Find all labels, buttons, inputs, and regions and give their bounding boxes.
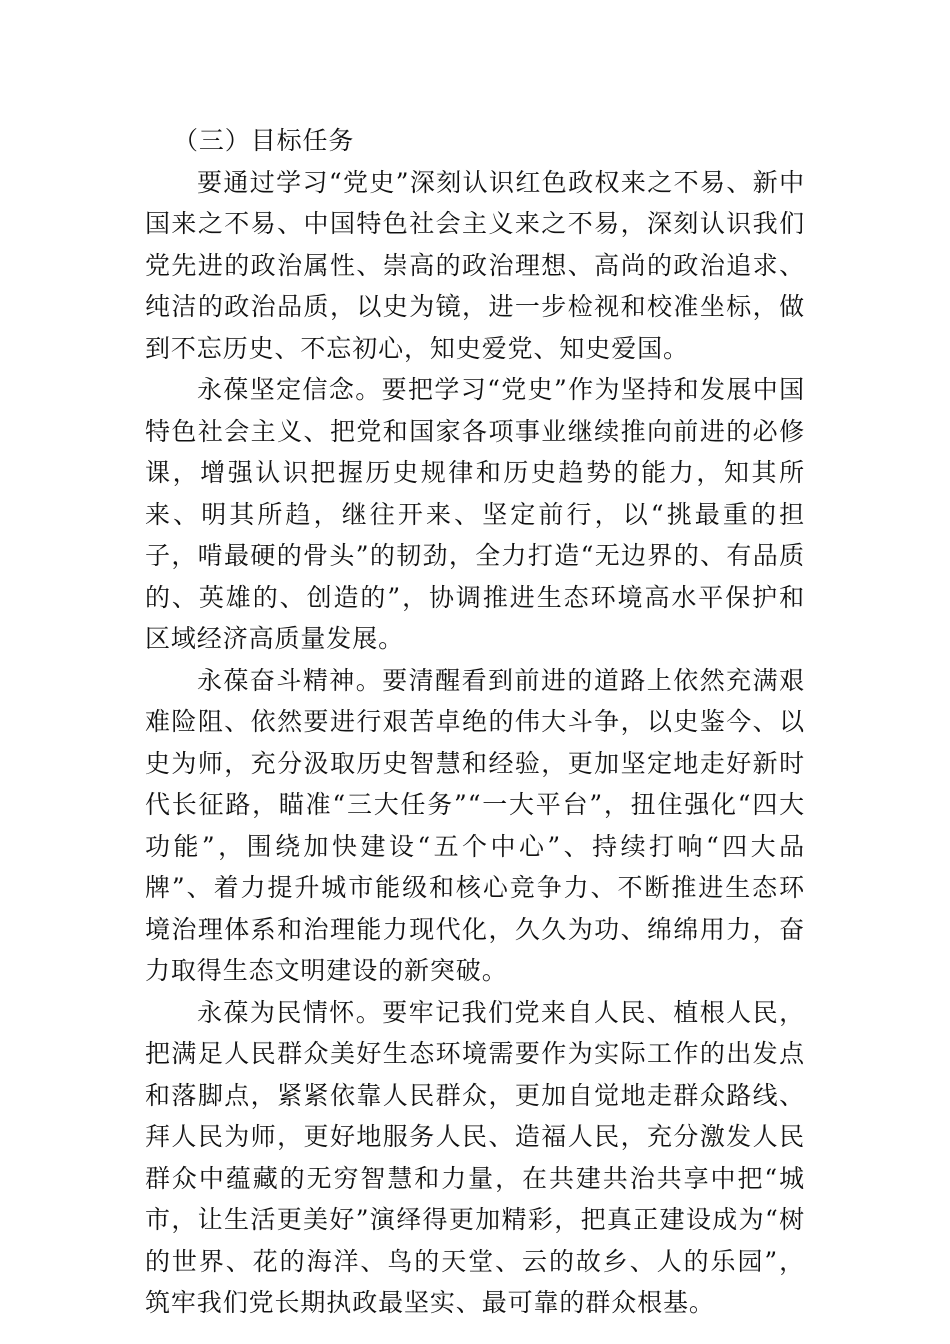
paragraph-firm-belief: 永葆坚定信念。要把学习“党史”作为坚持和发展中国特色社会主义、把党和国家各项事业继续推向前进的必修课，增强认识把握历史规律和历史趋势的能力，知其所来、明其所趋，继往开来、坚定前行，以“挑最重的担子，啃最硬的骨头”的韧劲，全力打造“无边界的、有品质的、英雄的、创造的”，协调推进生态环境高水平保护和区域经济高质量发展。 [145,375,805,653]
document-body [145,120,805,1324]
paragraph-struggle-spirit: 永葆奋斗精神。要清醒看到前进的道路上依然充满艰难险阻、依然要进行艰苦卓绝的伟大斗争，以史鉴今、以史为师，充分汲取历史智慧和经验，更加坚定地走好新时代长征路，瞄准“三大任务”“一大平台”，扭住强化“四大功能”，围绕加快建设“五个中心”、持续打响“四大品牌”、着力提升城市能级和核心竞争力、不断推进生态环境治理体系和治理能力现代化，久久为功、绵绵用力，奋力取得生态文明建设的新突破。 [145,665,805,985]
section-heading: （三）目标任务 [173,126,355,155]
paragraph-people-sentiment: 永葆为民情怀。要牢记我们党来自人民、植根人民，把满足人民群众美好生态环境需要作为实际工作的出发点和落脚点，紧紧依靠人民群众，更加自觉地走群众路线、拜人民为师，更好地服务人民、造福人民，充分激发人民群众中蕴藏的无穷智慧和力量，在共建共治共享中把“城市，让生活更美好”演绎得更加精彩，把真正建设成为“树的世界、花的海洋、鸟的天堂、云的故乡、人的乐园”，筑牢我们党长期执政最坚实、最可靠的群众根基。 [145,997,805,1317]
paragraph-target-tasks: 要通过学习“党史”深刻认识红色政权来之不易、新中国来之不易、中国特色社会主义来之不易，深刻认识我们党先进的政治属性、崇高的政治理想、高尚的政治追求、纯洁的政治品质，以史为镜，进一步检视和校准坐标，做到不忘历史、不忘初心，知史爱党、知史爱国。 [145,167,805,363]
